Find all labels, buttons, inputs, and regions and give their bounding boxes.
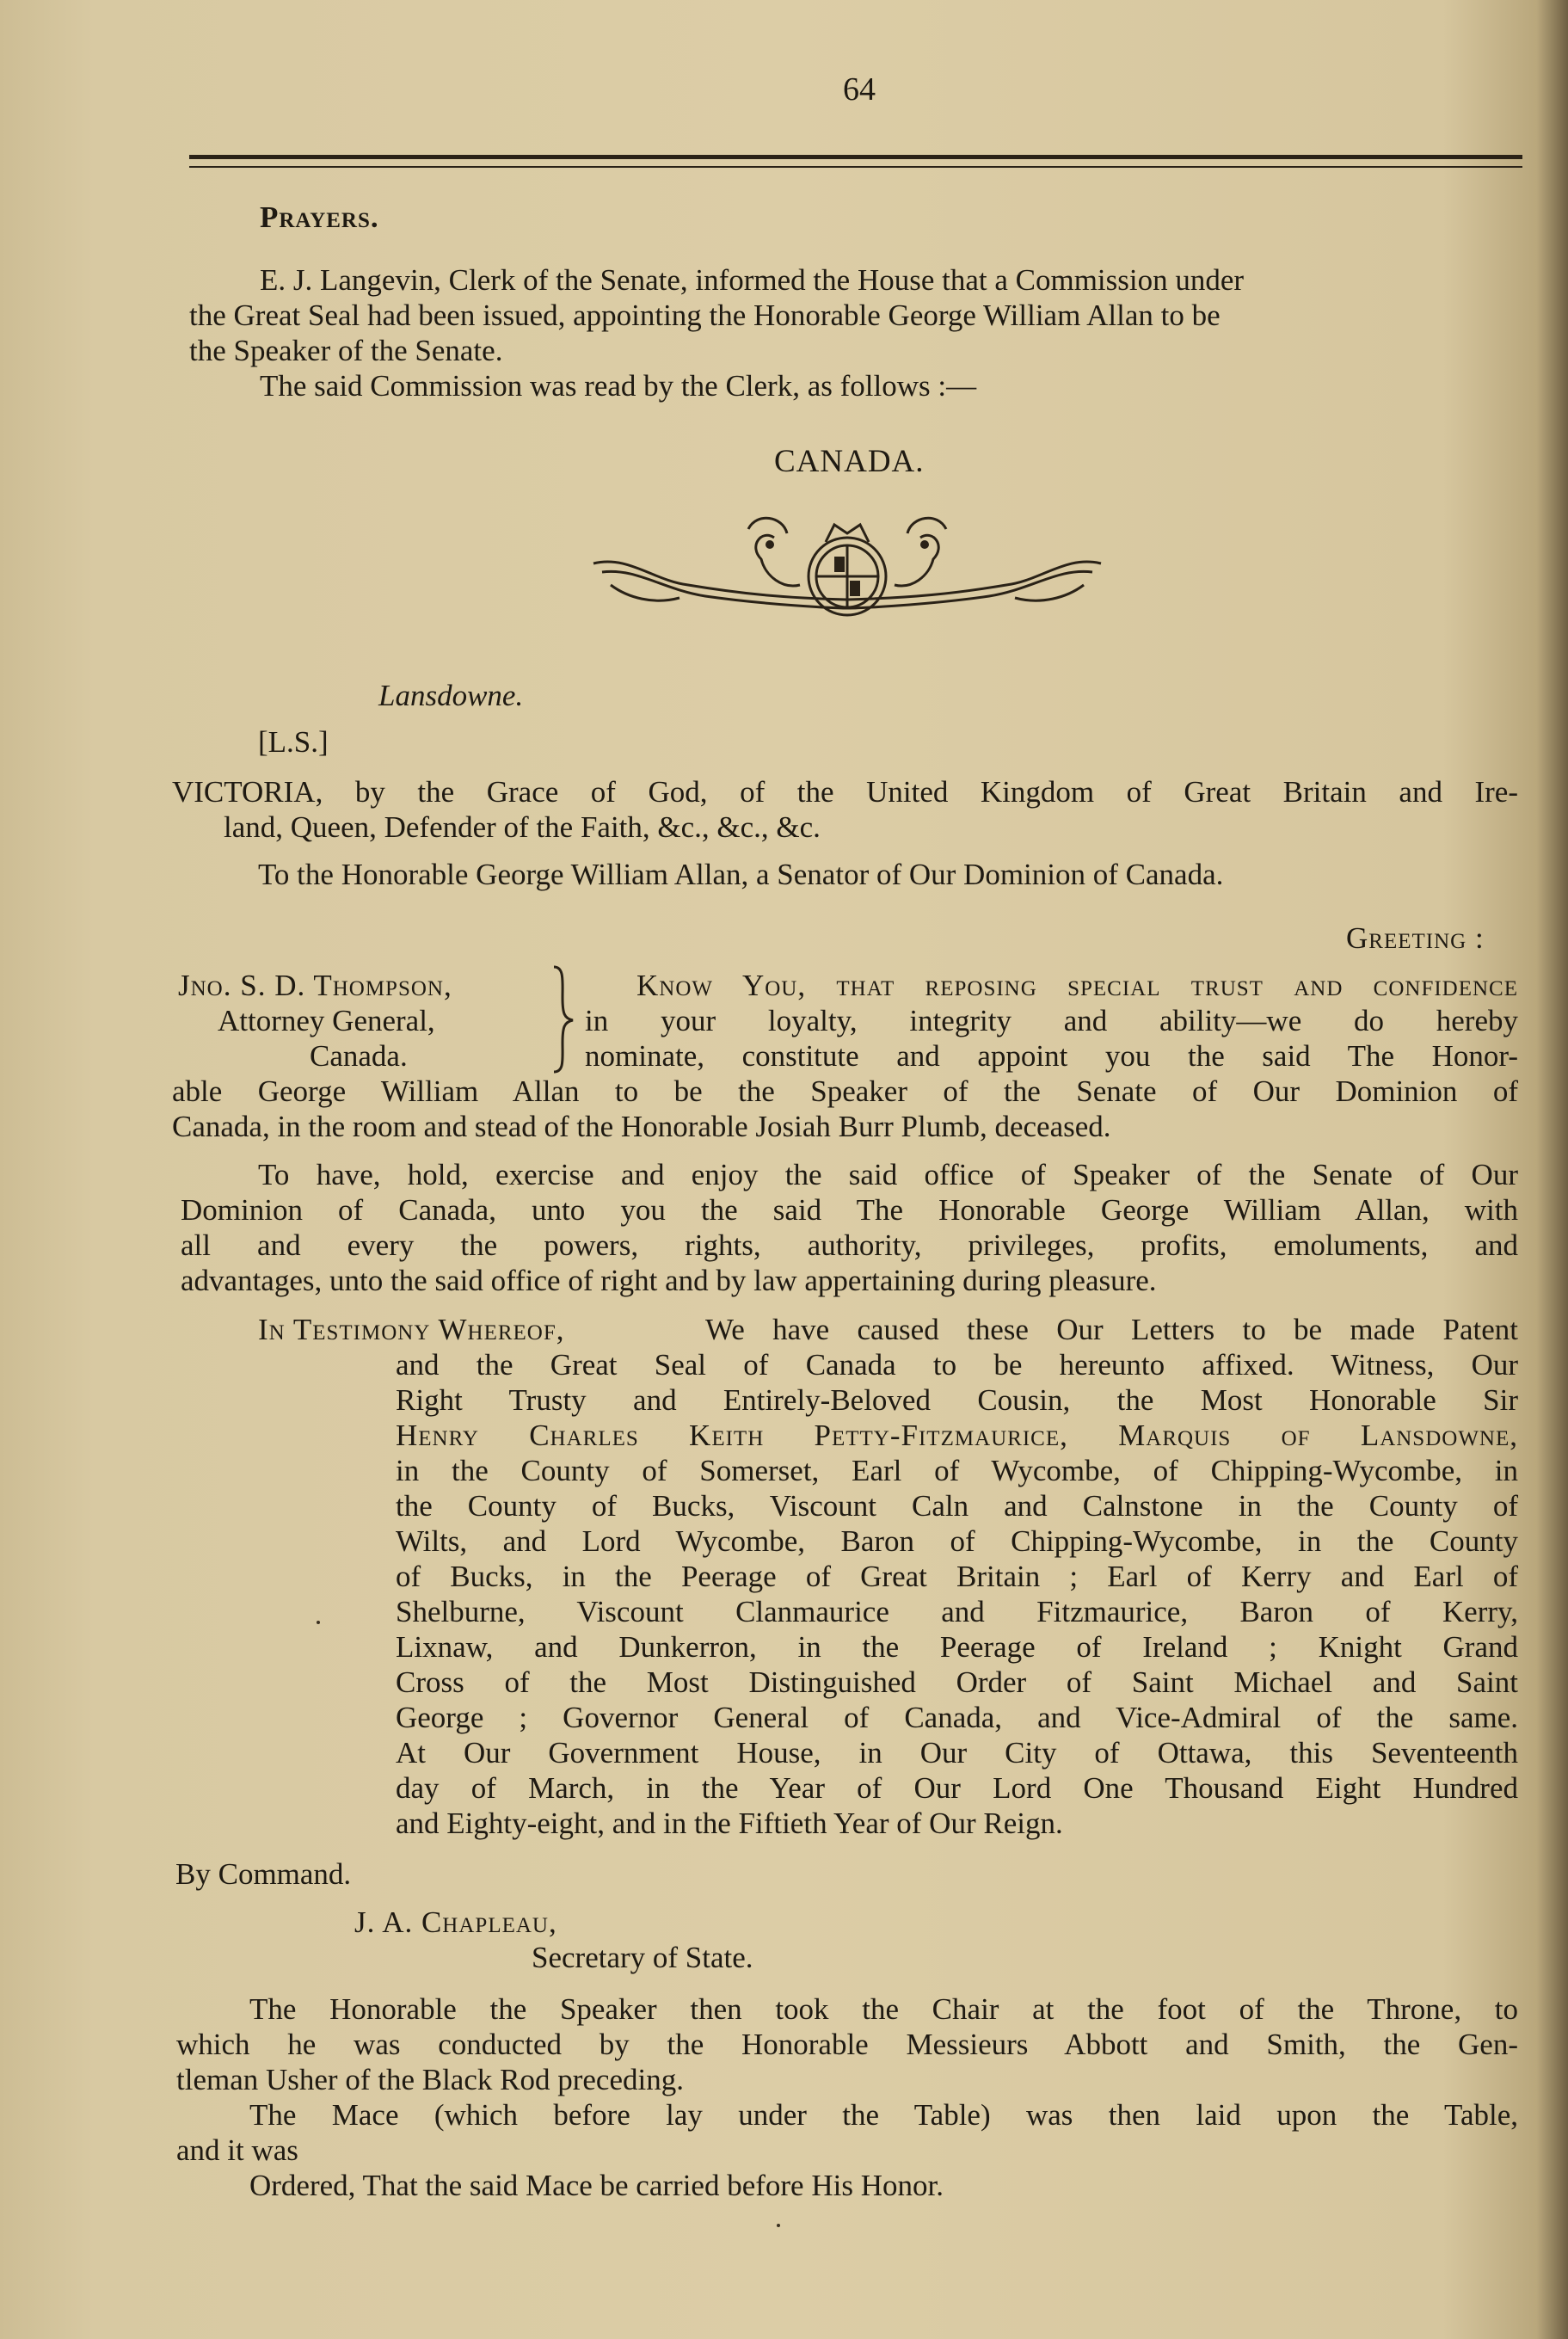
know-you-line-3-text: nominate, constitute and appoint you the said The Honor- (585, 1039, 1518, 1073)
testimony-line-10 (396, 1629, 1518, 1665)
locus-sigilli: [L.S.] (258, 725, 329, 759)
closing-line-4-text: The Mace (which before lay under the Table) was then laid upon the Table, (249, 2098, 1518, 2132)
testimony-line-12-text: George ; Governor General of Canada, and Vice-Admiral of the same. (396, 1701, 1518, 1734)
to-have-line-1-text: To have, hold, exercise and enjoy the said office of Speaker of the Senate of Our (258, 1158, 1518, 1191)
page-number-text: 64 (843, 71, 876, 108)
signature-lansdowne: Lansdowne. (378, 679, 524, 712)
closing-line-2-text: which he was conducted by the Honorable Messieurs Abbott and Smith, the Gen- (176, 2028, 1518, 2061)
know-you-line-2-text: in your loyalty, integrity and ability—we do hereby (585, 1004, 1518, 1037)
to-have-line-3-text: all and every the powers, rights, authority, privileges, profits, emoluments, and (181, 1228, 1518, 1262)
to-have-line-2 (181, 1192, 1518, 1228)
closing-line-1 (249, 1991, 1518, 2027)
greeting: Greeting : (1346, 921, 1485, 955)
testimony-line-9 (396, 1594, 1518, 1629)
know-you-line-3 (585, 1038, 1518, 1074)
margin-note-line-1: Jno. S. D. Thompson, (178, 969, 452, 1002)
testimony-line-15 (396, 1806, 1063, 1841)
margin-note-line-2: Attorney General, (218, 1004, 435, 1037)
ink-speck (317, 1621, 320, 1624)
testimony-line-8 (396, 1559, 1518, 1594)
testimony-line-1-text: We have caused these Our Letters to be made Patent (705, 1313, 1518, 1346)
testimony-line-15-text: and Eighty-eight, and in the Fiftieth Year of Our Reign. (396, 1807, 1063, 1840)
testimony-line-10-text: Lixnaw, and Dunkerron, in the Peerage of Ireland ; Knight Grand (396, 1630, 1518, 1664)
ink-speck (777, 2224, 780, 2227)
header-rule-thick (189, 155, 1522, 159)
intro-line-1: E. J. Langevin, Clerk of the Senate, informed the House that a Commission under (260, 263, 1245, 297)
testimony-line-8-text: of Bucks, in the Peerage of Great Britain ; Earl of Kerry and Earl of (396, 1560, 1518, 1593)
curly-brace-icon (550, 963, 576, 1075)
testimony-line-5 (396, 1453, 1518, 1488)
testimony-line-4-text: Henry Charles Keith Petty-Fitzmaurice, Marquis of Lansdowne, (396, 1419, 1518, 1452)
testimony-line-11-text: Cross of the Most Distinguished Order of Saint Michael and Saint (396, 1665, 1518, 1699)
testimony-line-6-text: the County of Bucks, Viscount Caln and Calnstone in the County of (396, 1489, 1518, 1523)
testimony-line-2-text: and the Great Seal of Canada to be hereunto affixed. Witness, Our (396, 1348, 1518, 1382)
victoria-line-2: land, Queen, Defender of the Faith, &c., &c., &c. (224, 810, 821, 844)
testimony-line-14 (396, 1770, 1518, 1806)
prayers-heading: Prayers. (260, 200, 379, 234)
header-rule-thin (189, 166, 1522, 168)
chapleau-name: J. A. Chapleau, (354, 1905, 557, 1939)
canada-heading: CANADA. (774, 444, 925, 479)
intro-line-3: the Speaker of the Senate. (189, 334, 503, 367)
by-command: By Command. (175, 1857, 352, 1891)
testimony-line-11 (396, 1665, 1518, 1700)
intro-line-2: the Great Seal had been issued, appointing the Honorable George William Allan to be (189, 299, 1221, 332)
testimony-line-5-text: in the County of Somerset, Earl of Wycombe, of Chipping-Wycombe, in (396, 1454, 1518, 1487)
closing-line-4 (249, 2097, 1518, 2133)
testimony-line-13 (396, 1735, 1518, 1770)
closing-line-2 (176, 2027, 1518, 2062)
victoria-line-1 (172, 774, 1518, 809)
victoria-line-1-text: VICTORIA, by the Grace of God, of the United Kingdom of Great Britain and Ire- (172, 775, 1518, 809)
testimony-line-9-text: Shelburne, Viscount Clanmaurice and Fitzmaurice, Baron of Kerry, (396, 1595, 1518, 1628)
testimony-line-1 (705, 1312, 1518, 1347)
testimony-line-14-text: day of March, in the Year of Our Lord One Thousand Eight Hundred (396, 1771, 1518, 1805)
closing-line-1-text: The Honorable the Speaker then took the Chair at the foot of the Throne, to (249, 1992, 1518, 2026)
know-you-line-1-text: Know You, that reposing special trust and confidence (636, 969, 1518, 1002)
testimony-line-3 (396, 1382, 1518, 1418)
to-have-line-3 (181, 1228, 1518, 1263)
know-you-line-1 (636, 968, 1518, 1003)
to-have-line-2-text: Dominion of Canada, unto you the said The Honorable George William Allan, with (181, 1193, 1518, 1227)
chapleau-title: Secretary of State. (532, 1941, 753, 1974)
coat-of-arms-image (576, 503, 1118, 632)
testimony-line-7 (396, 1523, 1518, 1559)
closing-line-6: Ordered, That the said Mace be carried before His Honor. (249, 2169, 944, 2202)
testimony-line-6 (396, 1488, 1518, 1523)
testimony-line-13-text: At Our Government House, in Our City of Ottawa, this Seventeenth (396, 1736, 1518, 1770)
know-you-line-5: Canada, in the room and stead of the Honorable Josiah Burr Plumb, deceased. (172, 1110, 1111, 1143)
testimony-lead: In Testimony Whereof, (258, 1313, 565, 1346)
testimony-line-3-text: Right Trusty and Entirely-Beloved Cousin, the Most Honorable Sir (396, 1383, 1518, 1417)
closing-line-5: and it was (176, 2133, 298, 2167)
intro-line-4: The said Commission was read by the Clerk, as follows :— (260, 369, 977, 403)
margin-note-line-3: Canada. (310, 1039, 408, 1073)
to-have-line-4: advantages, unto the said office of right and by law appertaining during pleasure. (181, 1264, 1157, 1297)
know-you-line-4 (172, 1074, 1518, 1109)
testimony-line-7-text: Wilts, and Lord Wycombe, Baron of Chipping-Wycombe, in the County (396, 1524, 1518, 1558)
testimony-line-12 (396, 1700, 1518, 1735)
know-you-line-2 (585, 1003, 1518, 1038)
to-have-line-1 (258, 1157, 1518, 1192)
closing-line-3: tleman Usher of the Black Rod preceding. (176, 2063, 684, 2096)
to-line: To the Honorable George William Allan, a Senator of Our Dominion of Canada. (258, 858, 1224, 891)
know-you-line-4-text: able George William Allan to be the Speaker of the Senate of Our Dominion of (172, 1074, 1518, 1108)
testimony-line-4 (396, 1418, 1518, 1453)
testimony-line-2 (396, 1347, 1518, 1382)
